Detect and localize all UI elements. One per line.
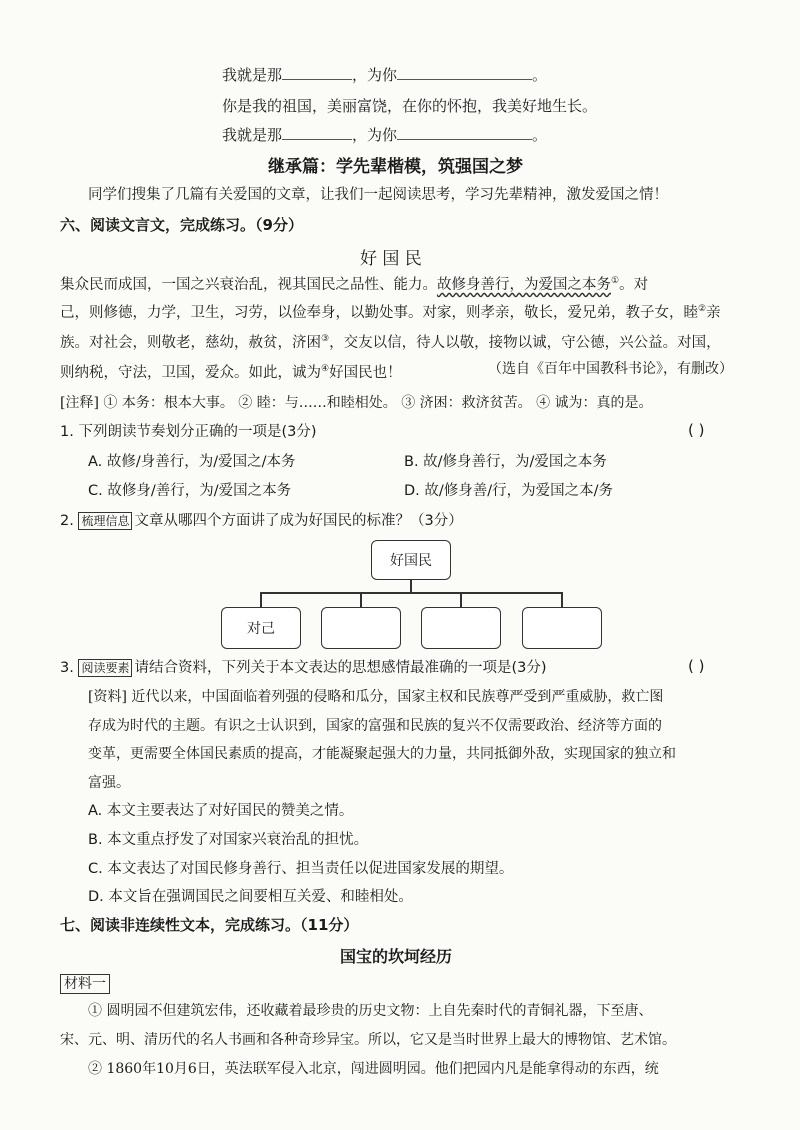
passage-line-4: 则纳税，守法，卫国，爱众。如此，诚为④好国民也！ (60, 364, 402, 381)
q3-option-c[interactable]: C. 本文表达了对国民修身善行、担当责任以促进国家发展的期望。 (88, 861, 514, 877)
notes: [注释] ① 本务：根本大事。 ② 睦：与……和睦相处。 ③ 济困：救济贫苦。 ④ 诚为：真的是。 (60, 395, 653, 411)
poem-line-3: 我就是那 ，为你 。 (222, 126, 548, 144)
passage-line-3: 族。对社会，则敬老，慈幼，赦贫，济困③，交友以信，待人以敬，接物以诚，守公德，兴公益。对国， (60, 334, 721, 351)
text-line-2: 宋、元、明、清历代的名人书画和各种奇珍异宝。所以，它又是当时世界上最大的博物馆、艺术馆。 (60, 1032, 676, 1048)
option-a[interactable]: A. 故修/身善行，为/爱国之/本务 (88, 454, 296, 470)
diagram-connector (410, 580, 412, 592)
diagram-answer-box[interactable] (321, 607, 401, 649)
poem-line-1: 我就是那 ，为你 。 (222, 66, 548, 84)
diagram-answer-box[interactable] (522, 607, 602, 649)
diagram-connector (260, 592, 262, 607)
q3-option-a[interactable]: A. 本文主要表达了对好国民的赞美之情。 (88, 803, 354, 819)
passage-line-1: 集众民而成国，一国之兴衰治乱，视其国民之品性、能力。故修身善行，为爱国之本务①。对 (60, 276, 649, 293)
article-title-2: 国宝的坎坷经历 (340, 947, 453, 966)
intro-text: 同学们搜集了几篇有关爱国的文章，让我们一起阅读思考，学习先辈精神，激发爱国之情！ (88, 187, 668, 203)
poem-line-2: 你是我的祖国，美丽富饶，在你的怀抱，我美好地生长。 (222, 97, 598, 115)
material-label: 材料一 (60, 972, 110, 994)
answer-blank[interactable] (397, 125, 532, 140)
diagram-root-box: 好国民 (371, 540, 451, 580)
diagram-answer-box[interactable] (421, 607, 501, 649)
part7-heading: 七、阅读非连续性文本，完成练习。（11分） (60, 916, 359, 934)
source-citation: （选自《百年中国教科书论》，有删改） (488, 361, 733, 377)
answer-paren[interactable]: ( ) (688, 657, 705, 675)
diagram-connector (561, 592, 563, 607)
diagram-connector (260, 592, 562, 594)
question-1: 1. 下列朗读节奏划分正确的一项是(3分) (60, 424, 317, 440)
answer-blank[interactable] (282, 125, 352, 140)
answer-blank[interactable] (397, 65, 532, 80)
q3-option-d[interactable]: D. 本文旨在强调国民之间要相互关爱、和睦相处。 (88, 889, 413, 905)
passage-line-2: 己，则修德，力学，卫生，习劳，以俭奉身，以勤处事。对家，则孝亲，敬长，爱兄弟，教子女，睦②亲 (60, 304, 721, 321)
diagram-connector (360, 592, 362, 607)
option-c[interactable]: C. 故修身/善行，为/爱国之本务 (88, 483, 292, 499)
option-b[interactable]: B. 故/修身善行，为/爱国之本务 (404, 454, 607, 470)
material-line-2: 存成为时代的主题。有识之士认识到，国家的富强和民族的复兴不仅需要政治、经济等方面的 (88, 718, 662, 734)
text-line-1: ① 圆明园不但建筑宏伟，还收藏着最珍贵的历史文物：上自先秦时代的青铜礼器，下至唐、 (88, 1003, 653, 1019)
answer-blank[interactable] (282, 65, 352, 80)
section-title: 继承篇：学先辈楷模，筑强国之梦 (268, 157, 523, 177)
material-line-1: [资料] 近代以来，中国面临着列强的侵略和瓜分，国家主权和民族尊严受到严重威胁，救亡图 (88, 689, 664, 705)
material-line-4: 富强。 (88, 775, 130, 791)
question-2: 2. 梳理信息 文章从哪四个方面讲了成为好国民的标准？（3分） (60, 513, 463, 529)
material-line-3: 变革，更需要全体国民素质的提高，才能凝聚起强大的力量，共同抵御外敌，实现国家的独立和 (88, 746, 676, 762)
option-d[interactable]: D. 故/修身善/行，为爱国之本/务 (404, 483, 614, 499)
skill-tag: 梳理信息 (78, 512, 132, 530)
answer-paren[interactable]: ( ) (688, 421, 705, 439)
skill-tag: 阅读要素 (78, 659, 132, 677)
text-line-3: ② 1860年10月6日，英法联军侵入北京，闯进圆明园。他们把园内凡是能拿得动的东西，统 (88, 1061, 659, 1077)
question-3: 3. 阅读要素 请结合资料，下列关于本文表达的思想感情最准确的一项是(3分) (60, 660, 547, 676)
part6-heading: 六、阅读文言文，完成练习。（9分） (60, 216, 303, 234)
q3-option-b[interactable]: B. 本文重点抒发了对国家兴衰治乱的担忧。 (88, 832, 369, 848)
diagram-connector (460, 592, 462, 607)
diagram-box-self: 对己 (221, 607, 301, 649)
article-title: 好 国 民 (360, 249, 422, 269)
